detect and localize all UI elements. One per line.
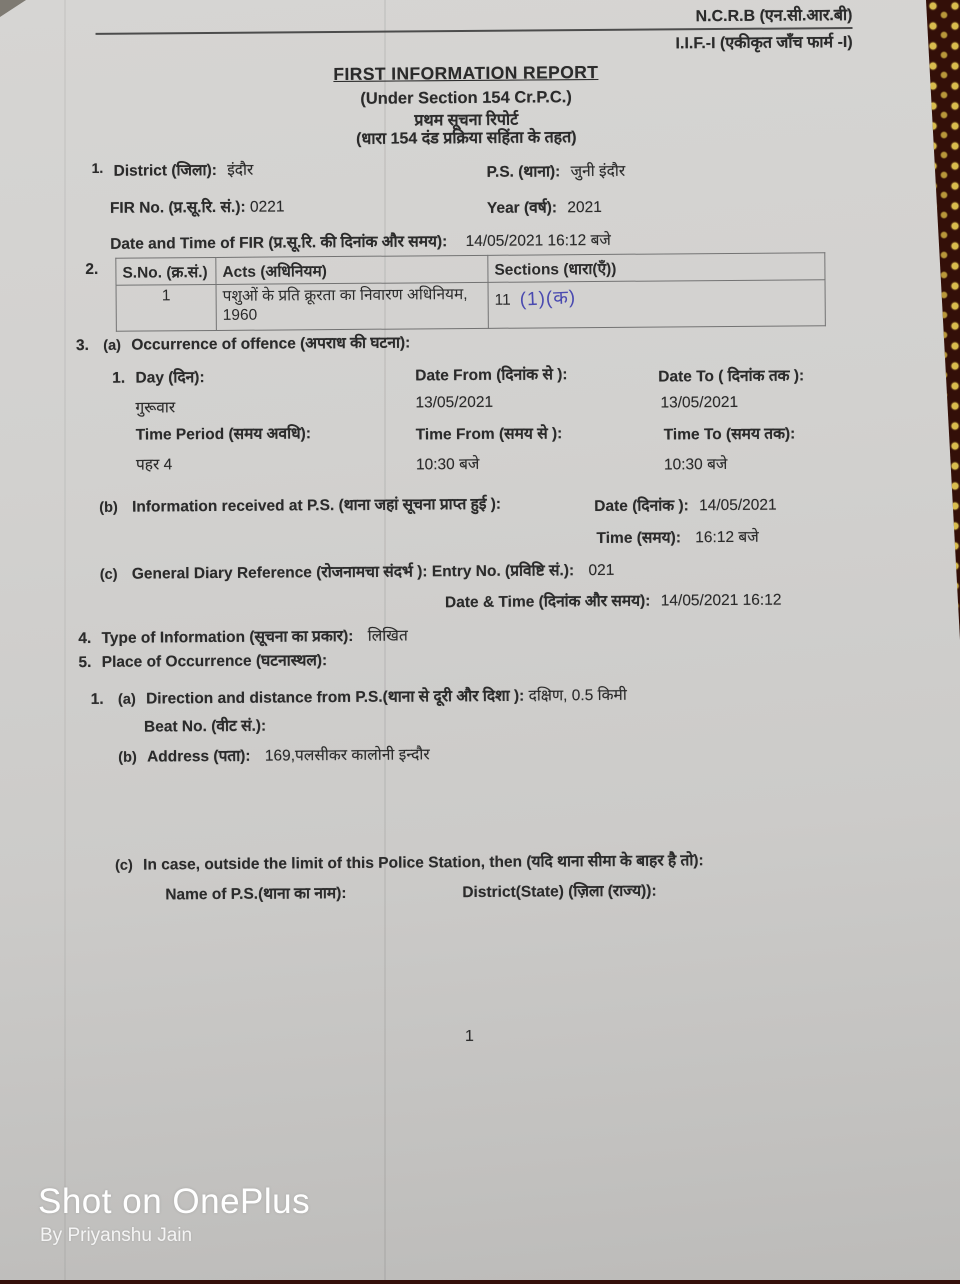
ps-value: जुनी इंदौर bbox=[570, 162, 626, 181]
occurrence-heading: Occurrence of offence (अपराध की घटना): bbox=[131, 334, 411, 354]
iif-heading: I.I.F.-I (एकीकृत जाँच फार्म -I) bbox=[675, 33, 853, 53]
outside-limit-heading: In case, outside the limit of this Police Station, then (यदि थाना सीमा के बाहर है तो): bbox=[143, 852, 704, 874]
section5b-tag: (b) bbox=[118, 749, 137, 766]
camera-watermark-byline: By Priyanshu Jain bbox=[40, 1225, 193, 1246]
name-of-ps-label: Name of P.S.(थाना का नाम): bbox=[165, 884, 347, 904]
info-date-value: 14/05/2021 bbox=[698, 496, 777, 515]
section3b-tag: (b) bbox=[99, 499, 118, 516]
time-from-label: Time From (समय से ): bbox=[415, 425, 563, 444]
gd-entry-label: Entry No. (प्रविष्टि सं.): bbox=[431, 562, 575, 581]
gd-reference-heading: General Diary Reference (रोजनामचा संदर्भ ): bbox=[131, 563, 428, 583]
col-header-acts: Acts (अधिनियम) bbox=[216, 255, 488, 284]
acts-table-row bbox=[116, 280, 825, 332]
type-of-information-line bbox=[78, 623, 408, 648]
cell-act: पशुओं के प्रति क्रूरता का निवारण अधिनियम, 1960 bbox=[216, 282, 488, 330]
cell-sno: 1 bbox=[116, 284, 216, 331]
cell-sections bbox=[488, 280, 825, 329]
section3-number: 3. bbox=[75, 336, 89, 355]
occurrence-row-number: 1. bbox=[112, 369, 126, 387]
title-subtitle-en: (Under Section 154 Cr.P.C.) bbox=[360, 88, 572, 108]
camera-watermark: Shot on OnePlus bbox=[38, 1182, 311, 1221]
info-time-label: Time (समय): bbox=[596, 529, 682, 548]
acts-sections-table bbox=[115, 252, 826, 332]
date-to-label: Date To ( दिनांक तक ): bbox=[658, 367, 805, 386]
address-label: Address (पता): bbox=[146, 747, 251, 766]
address-value: 169,पलसीकर कालोनी इन्दौर bbox=[264, 746, 430, 765]
section5a-tag: (a) bbox=[117, 691, 136, 708]
direction-distance-label: Direction and distance from P.S.(थाना से दूरी और दिशा ): bbox=[145, 687, 525, 708]
time-to-label: Time To (समय तक): bbox=[663, 425, 796, 444]
fir-no-label: FIR No. (प्र.सू.रि. सं.): bbox=[109, 198, 246, 217]
section2-number: 2. bbox=[85, 260, 99, 279]
section1-number: 1. bbox=[91, 159, 104, 176]
outside-limit-line bbox=[115, 848, 704, 875]
district-line bbox=[92, 158, 254, 181]
district-label: District (जिला): bbox=[113, 161, 217, 180]
date-from-label: Date From (दिनांक से ): bbox=[415, 366, 568, 385]
gd-datetime-value: 14/05/2021 16:12 bbox=[660, 591, 782, 610]
district-state-label: District(State) (ज़िला (राज्य)): bbox=[462, 882, 657, 902]
title-subtitle-hi: प्रथम सूचना रिपोर्ट bbox=[414, 111, 519, 130]
gd-entry-value: 021 bbox=[588, 561, 615, 580]
district-value: इंदौर bbox=[227, 161, 254, 179]
info-received-time-line bbox=[596, 525, 758, 548]
direction-distance-value: दक्षिण, 0.5 किमी bbox=[528, 686, 627, 705]
info-date-label: Date (दिनांक ): bbox=[594, 497, 689, 516]
year-label: Year (वर्ष): bbox=[486, 199, 558, 217]
place-of-occurrence-heading: Place of Occurrence (घटनास्थल): bbox=[101, 652, 328, 671]
info-time-value: 16:12 बजे bbox=[695, 528, 759, 547]
type-of-information-label: Type of Information (सूचना का प्रकार): bbox=[101, 627, 354, 647]
fir-no-line bbox=[110, 194, 285, 217]
page-number: 1 bbox=[464, 1027, 474, 1046]
ncrb-heading: N.C.R.B (एन.सी.आर.बी) bbox=[695, 6, 853, 26]
day-label: Day (दिन): bbox=[135, 369, 205, 387]
beat-no-label: Beat No. (वीट सं.): bbox=[143, 717, 267, 736]
section5a-number: 1. bbox=[90, 690, 104, 708]
direction-distance-line bbox=[91, 683, 627, 709]
col-header-sno: S.No. (क्र.सं.) bbox=[116, 257, 216, 285]
gd-datetime-label: Date & Time (दिनांक और समय): bbox=[444, 592, 651, 612]
section3a-tag: (a) bbox=[103, 337, 122, 354]
date-to-value: 13/05/2021 bbox=[660, 393, 739, 412]
time-period-label: Time Period (समय अवधि): bbox=[135, 425, 312, 444]
fir-datetime-value: 14/05/2021 16:12 बजे bbox=[465, 231, 611, 251]
title-subtitle-hi2: (धारा 154 दंड प्रक्रिया सहिंता के तहत) bbox=[356, 129, 577, 148]
place-of-occurrence-line bbox=[78, 648, 327, 672]
gd-datetime-line bbox=[445, 588, 782, 613]
ps-label: P.S. (थाना): bbox=[486, 163, 561, 181]
address-line bbox=[118, 742, 430, 766]
type-of-information-value: लिखित bbox=[367, 627, 408, 645]
day-label-line bbox=[112, 365, 204, 388]
section5c-tag: (c) bbox=[115, 857, 133, 874]
day-value: गुरूवार bbox=[135, 399, 176, 417]
gd-reference-line bbox=[100, 558, 615, 584]
col-header-sections: Sections (धारा(एँ)) bbox=[488, 253, 825, 283]
section4-number: 4. bbox=[78, 629, 92, 648]
time-period-value: पहर 4 bbox=[135, 456, 173, 474]
info-received-line bbox=[99, 492, 501, 517]
fir-datetime-line bbox=[110, 228, 611, 254]
section3c-tag: (c) bbox=[99, 566, 118, 583]
page-title: FIRST INFORMATION REPORT bbox=[333, 61, 599, 85]
occurrence-heading-line bbox=[76, 330, 410, 355]
time-to-value: 10:30 बजे bbox=[663, 455, 728, 474]
section5-number: 5. bbox=[78, 653, 92, 672]
fir-datetime-label: Date and Time of FIR (प्र.सू.रि. की दिनांक और समय): bbox=[110, 233, 448, 253]
info-received-date-line bbox=[594, 493, 777, 516]
year-value: 2021 bbox=[567, 198, 602, 217]
section-handwritten: (1)(क) bbox=[519, 287, 577, 311]
year-line bbox=[487, 195, 602, 218]
ps-line bbox=[487, 159, 626, 182]
info-received-heading: Information received at P.S. (थाना जहां सूचना प्राप्त हुई ): bbox=[132, 495, 502, 516]
section-printed: 11 bbox=[494, 291, 511, 309]
fir-no-value: 0221 bbox=[249, 198, 285, 216]
time-from-value: 10:30 बजे bbox=[415, 455, 480, 474]
date-from-value: 13/05/2021 bbox=[415, 393, 494, 412]
